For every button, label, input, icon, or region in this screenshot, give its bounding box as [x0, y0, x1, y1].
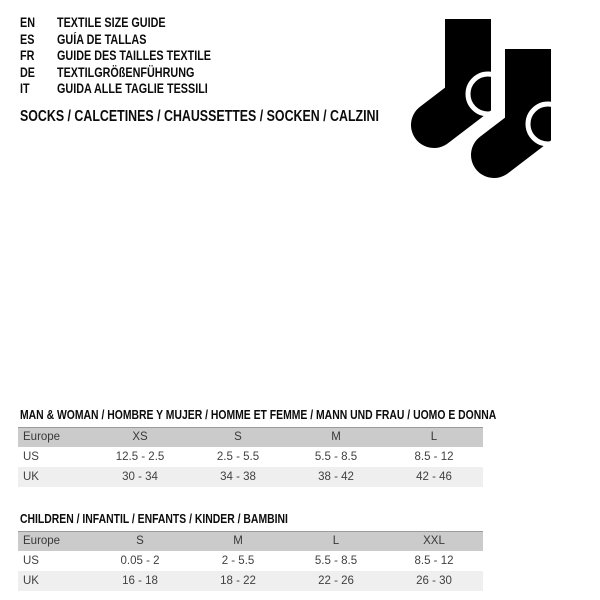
table-header-row [18, 532, 483, 551]
column-header-europe: Europe [18, 532, 91, 551]
cell-uk-l: 22 - 26 [318, 574, 354, 587]
sock-right [494, 49, 568, 155]
table-row-us [18, 447, 483, 467]
language-row-en [20, 15, 250, 32]
man-woman-size-table [18, 427, 483, 487]
cell-us-xs: 12.5 - 2.5 [115, 450, 165, 463]
language-code: ES [20, 31, 35, 47]
language-row-it [20, 81, 250, 98]
sock-left [434, 19, 508, 125]
column-header-l: L [287, 532, 385, 551]
row-label-uk: UK [23, 574, 39, 587]
cell-uk-m: 38 - 42 [318, 470, 354, 483]
man-woman-table-title: MAN & WOMAN / HOMBRE Y MUJER / HOMME ET FEMME / MANN UND FRAU / UOMO E DONNA [20, 407, 497, 422]
language-row-es [20, 32, 250, 49]
language-row-fr [20, 48, 250, 65]
table-header-row [18, 428, 483, 447]
cell-uk-m: 18 - 22 [220, 574, 256, 587]
column-header-xxl: XXL [385, 532, 483, 551]
cell-uk-s: 34 - 38 [220, 470, 256, 483]
cell-us-l: 8.5 - 12 [414, 450, 454, 463]
cell-us-m: 2 - 5.5 [221, 554, 255, 567]
cell-us-s: 2.5 - 5.5 [216, 450, 260, 463]
cell-uk-l: 42 - 46 [416, 470, 452, 483]
language-code: EN [20, 15, 36, 30]
language-code: DE [20, 64, 36, 80]
cell-us-m: 5.5 - 8.5 [314, 450, 358, 463]
column-header-m: M [287, 428, 385, 447]
column-header-s: S [189, 428, 287, 447]
children-section [18, 512, 483, 591]
cell-us-xxl: 8.5 - 12 [414, 554, 454, 567]
row-label-us: US [23, 450, 39, 463]
category-title: SOCKS / CALCETINES / CHAUSSETTES / SOCKEN / CALZINI [20, 108, 379, 125]
cell-uk-s: 16 - 18 [122, 574, 158, 587]
column-header-m: M [189, 532, 287, 551]
column-header-l: L [385, 428, 483, 447]
table-row-us [18, 551, 483, 571]
man-woman-section [18, 407, 497, 487]
cell-us-l: 5.5 - 8.5 [314, 554, 358, 567]
language-label: TEXTILE SIZE GUIDE [57, 15, 166, 30]
cell-us-s: 0.05 - 2 [120, 554, 160, 567]
socks-icon [405, 5, 570, 190]
language-row-de [20, 65, 250, 82]
table-row-uk [18, 467, 483, 487]
children-table-title: CHILDREN / INFANTIL / ENFANTS / KINDER / BAMBINI [20, 511, 288, 526]
column-header-s: S [91, 532, 189, 551]
column-header-xs: XS [91, 428, 189, 447]
children-size-table [18, 531, 483, 591]
table-row-uk [18, 571, 483, 591]
cell-uk-xxl: 26 - 30 [416, 574, 452, 587]
language-label: TEXTILGRÖßENFÜHRUNG [57, 64, 195, 80]
language-code: IT [20, 81, 30, 97]
row-label-us: US [23, 554, 39, 567]
language-code: FR [20, 48, 35, 64]
language-label: GUIDE DES TAILLES TEXTILE [57, 48, 212, 64]
language-label: GUIDA ALLE TAGLIE TESSILI [57, 81, 208, 97]
row-label-uk: UK [23, 470, 39, 483]
language-label: GUÍA DE TALLAS [57, 31, 147, 47]
cell-uk-xs: 30 - 34 [122, 470, 158, 483]
column-header-europe: Europe [18, 428, 91, 447]
language-list [20, 15, 250, 98]
